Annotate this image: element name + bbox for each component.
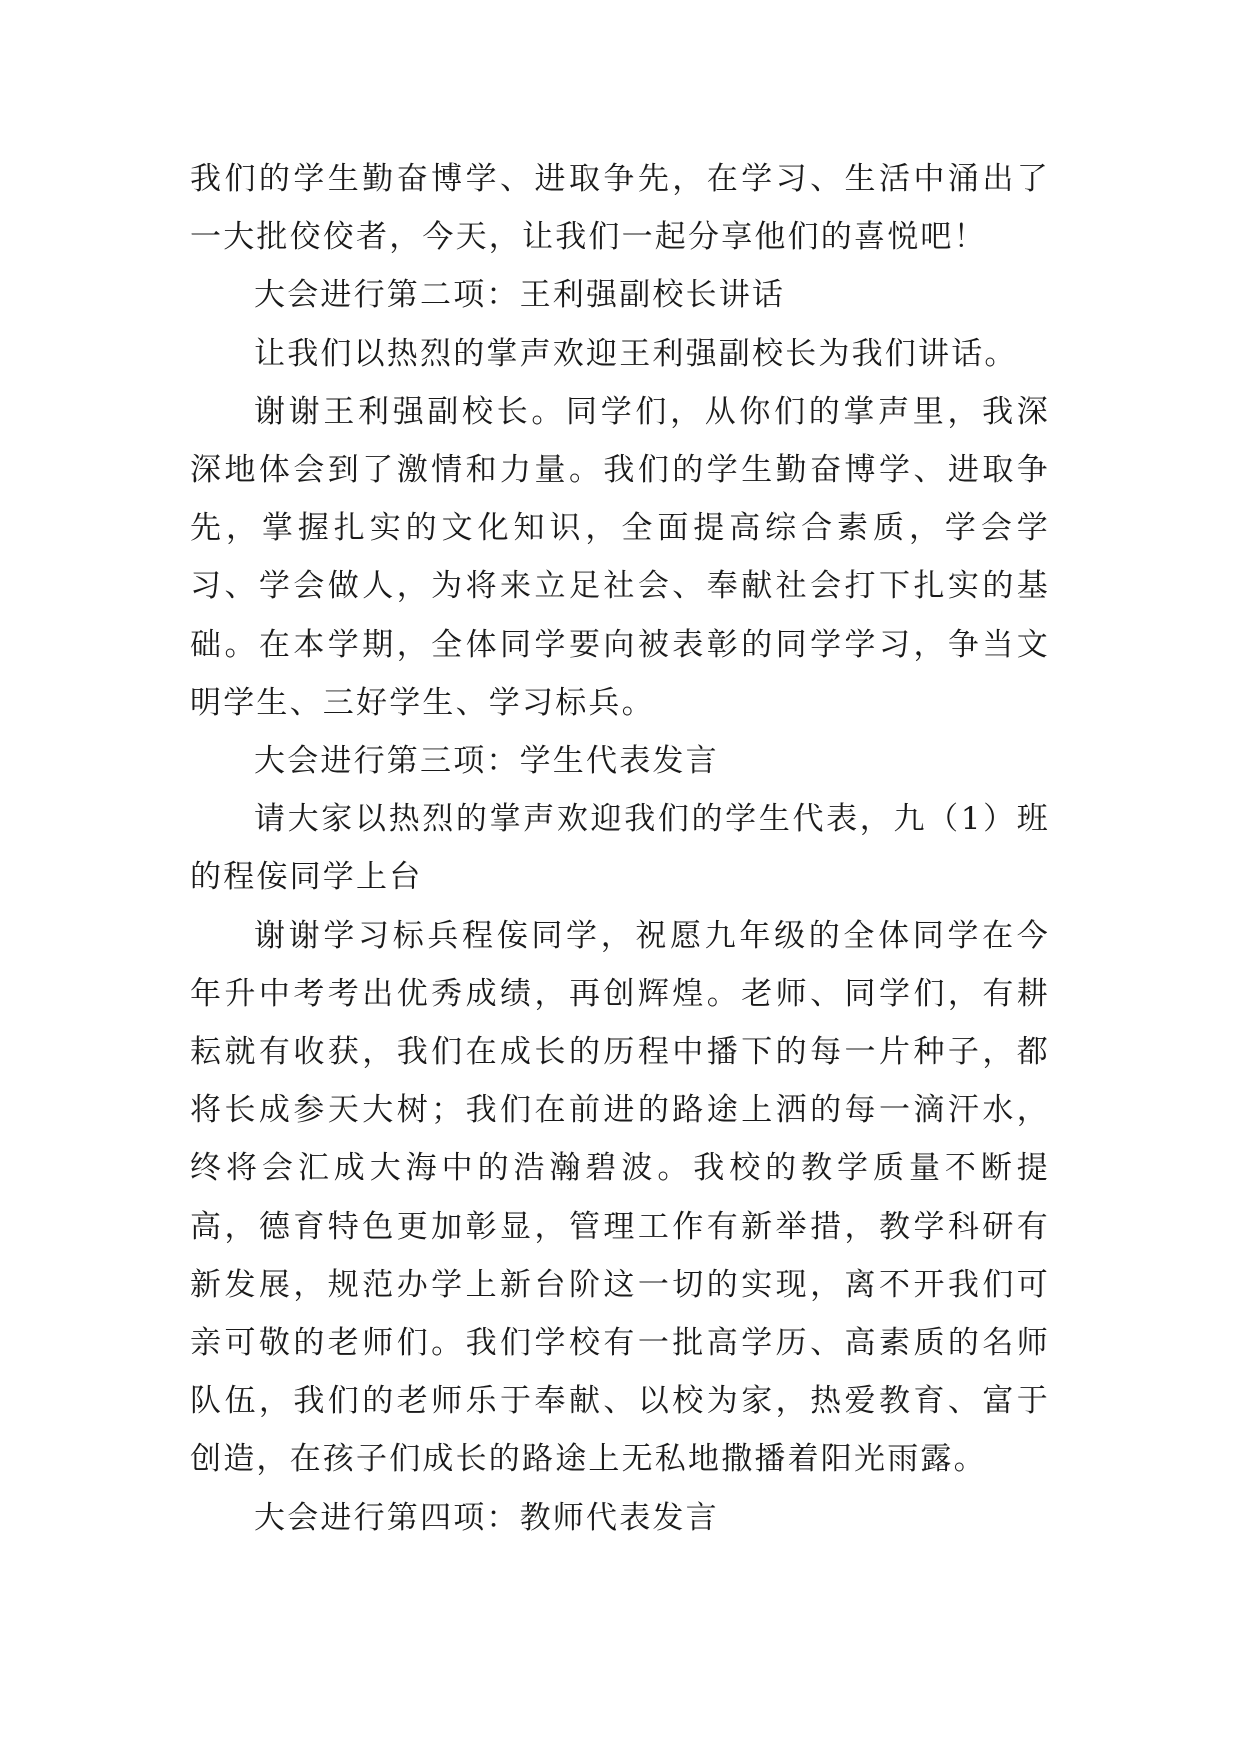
agenda-item-4-heading: 大会进行第四项：教师代表发言 (254, 1499, 719, 1536)
paragraph-invite-vice-principal: 让我们以热烈的掌声欢迎王利强副校长为我们讲话。 (254, 335, 1018, 372)
paragraph-thanks-student: 谢谢学习标兵程侫同学，祝愿九年级的全体同学在今年升中考考出优秀成绩，再创辉煌。老师、同学们，有耕耘就有收获，我们在成长的历程中播下的每一片种子，都将长成参天大树；我们在前进的路途上洒的每一滴汗水，终将会汇成大海中的浩瀚碧波。我校的教学质量不断提高，德育特色更加彰显，管理工作有新举措，教学科研有新发展，规范办学上新台阶这一切的实现，离不开我们可亲可敬的老师们。我们学校有一批高学历、高素质的名师队伍，我们的老师乐于奉献、以校为家，热爱教育、富于创造，在孩子们成长的路途上无私地撒播着阳光雨露。 (190, 917, 1050, 1478)
document-page (190, 150, 1050, 1547)
agenda-item-2-heading: 大会进行第二项：王利强副校长讲话 (254, 277, 786, 314)
agenda-item-3-heading: 大会进行第三项：学生代表发言 (254, 743, 719, 780)
paragraph-intro-continued: 我们的学生勤奋博学、进取争先，在学习、生活中涌出了一大批佼佼者，今天，让我们一起分享他们的喜悦吧！ (190, 161, 1050, 256)
paragraph-invite-student: 请大家以热烈的掌声欢迎我们的学生代表，九（1）班的程侫同学上台 (190, 801, 1050, 896)
paragraph-thanks-vice-principal: 谢谢王利强副校长。同学们，从你们的掌声里，我深深地体会到了激情和力量。我们的学生勤奋博学、进取争先，掌握扎实的文化知识，全面提高综合素质，学会学习、学会做人，为将来立足社会、奉献社会打下扎实的基础。在本学期，全体同学要向被表彰的同学学习，争当文明学生、三好学生、学习标兵。 (190, 393, 1050, 721)
